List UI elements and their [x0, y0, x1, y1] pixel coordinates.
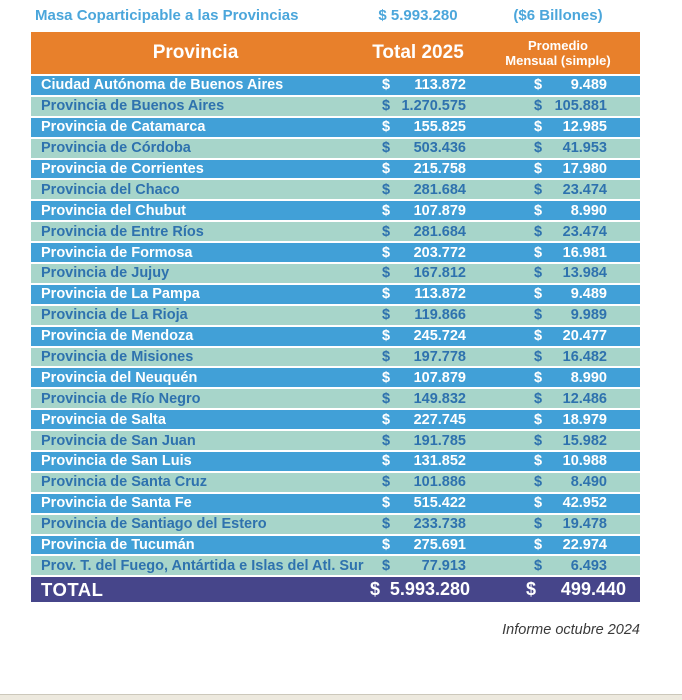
table-row — [31, 554, 640, 575]
province-name: Provincia de Buenos Aires — [41, 98, 225, 115]
province-name: Provincia de Tucumán — [41, 537, 195, 554]
row-monthly-cell — [476, 433, 640, 449]
page-edge-strip — [0, 694, 682, 700]
currency-symbol: $ — [534, 557, 543, 574]
row-monthly-cell — [476, 474, 640, 490]
currency-symbol: $ — [534, 119, 543, 136]
province-name: Provincia de Corrientes — [41, 161, 204, 177]
row-total-cell — [360, 98, 476, 114]
row-total-cell — [360, 140, 476, 156]
currency-symbol: $ — [526, 579, 537, 600]
row-total-value: 107.879 — [413, 202, 466, 219]
row-monthly-cell — [476, 495, 640, 511]
row-monthly-value: 12.985 — [562, 119, 607, 136]
currency-symbol: $ — [382, 495, 391, 512]
currency-symbol: $ — [534, 349, 543, 366]
currency-symbol: $ — [534, 474, 543, 491]
currency-symbol: $ — [534, 390, 543, 407]
province-name: Provincia de San Juan — [41, 432, 196, 449]
currency-symbol: $ — [534, 181, 543, 198]
row-total-value: 119.866 — [414, 307, 466, 324]
currency-symbol: $ — [534, 223, 543, 240]
row-total-cell — [360, 537, 476, 553]
total-2025-value: 5.993.280 — [389, 579, 470, 600]
row-monthly-cell — [476, 537, 640, 553]
table-row — [31, 241, 640, 262]
currency-symbol: $ — [382, 537, 391, 554]
province-name: Provincia de Santa Fe — [41, 495, 192, 512]
row-monthly-cell — [476, 391, 640, 407]
currency-symbol: $ — [382, 223, 391, 240]
row-monthly-cell — [476, 286, 640, 302]
total-monthly-value: 499.440 — [560, 579, 626, 600]
column-header-promedio-line1: Promedio — [528, 37, 588, 53]
row-monthly-value: 8.990 — [570, 202, 607, 219]
currency-symbol: $ — [534, 202, 543, 219]
row-total-cell — [360, 77, 476, 93]
row-total-cell — [360, 245, 476, 261]
row-monthly-value: 9.489 — [570, 286, 607, 303]
province-name: Provincia del Chubut — [41, 202, 187, 219]
row-monthly-value: 42.952 — [562, 495, 607, 512]
row-monthly-value: 16.482 — [562, 349, 607, 366]
row-total-value: 197.778 — [413, 349, 466, 366]
table-row — [31, 366, 640, 387]
table-row — [31, 178, 640, 199]
row-monthly-value: 8.990 — [570, 369, 607, 386]
row-total-cell — [360, 349, 476, 365]
row-monthly-cell — [476, 370, 640, 386]
summary-row — [31, 4, 640, 26]
row-total-value: 155.825 — [413, 119, 466, 136]
currency-symbol: $ — [534, 328, 543, 345]
row-total-cell — [360, 119, 476, 135]
currency-symbol: $ — [534, 161, 543, 177]
row-monthly-cell — [476, 77, 640, 93]
currency-symbol: $ — [382, 411, 391, 428]
row-total-value: 77.913 — [421, 557, 466, 574]
row-monthly-value: 6.493 — [570, 557, 607, 574]
column-header-promedio-mensual — [476, 38, 640, 69]
table-body — [31, 74, 640, 575]
row-monthly-value: 15.982 — [562, 432, 607, 449]
currency-symbol: $ — [534, 453, 543, 470]
row-total-value: 215.758 — [413, 161, 466, 177]
summary-title: Masa Coparticipable a las Provincias — [35, 6, 299, 24]
row-total-value: 227.745 — [413, 411, 466, 428]
currency-symbol: $ — [382, 369, 391, 386]
row-total-cell — [360, 412, 476, 428]
table-row — [31, 95, 640, 116]
row-total-value: 113.872 — [414, 77, 466, 94]
province-name: Provincia de Córdoba — [41, 140, 191, 157]
row-total-value: 191.785 — [413, 432, 466, 449]
row-monthly-cell — [476, 224, 640, 240]
province-name: Provincia de Santiago del Estero — [41, 516, 267, 533]
table-row — [31, 471, 640, 492]
currency-symbol: $ — [382, 557, 391, 574]
column-header-provincia: Provincia — [152, 42, 239, 63]
row-total-cell — [360, 286, 476, 302]
row-monthly-value: 19.478 — [562, 516, 607, 533]
row-total-cell — [360, 370, 476, 386]
row-total-value: 113.872 — [414, 286, 466, 303]
row-monthly-cell — [476, 182, 640, 198]
total-2025-cell — [360, 579, 476, 600]
row-total-cell — [360, 265, 476, 281]
currency-symbol: $ — [382, 474, 391, 491]
row-monthly-value: 9.489 — [570, 77, 607, 94]
province-name: Provincia de Formosa — [41, 244, 193, 261]
row-monthly-value: 17.980 — [562, 161, 607, 177]
currency-symbol: $ — [382, 202, 391, 219]
province-name: Provincia de La Rioja — [41, 307, 188, 324]
table-row — [31, 513, 640, 534]
currency-symbol: $ — [382, 349, 391, 366]
currency-symbol: $ — [382, 140, 391, 157]
currency-symbol: $ — [534, 495, 543, 512]
province-name: Provincia de Jujuy — [41, 265, 170, 282]
row-monthly-value: 13.984 — [562, 265, 607, 282]
table-row — [31, 199, 640, 220]
currency-symbol: $ — [370, 579, 381, 600]
province-name: Provincia de San Luis — [41, 453, 192, 470]
table-row — [31, 74, 640, 95]
summary-note: ($6 Billones) — [513, 6, 603, 24]
currency-symbol: $ — [382, 244, 391, 261]
row-total-value: 503.436 — [413, 140, 466, 157]
province-name: Provincia de Mendoza — [41, 328, 194, 345]
currency-symbol: $ — [534, 516, 543, 533]
currency-symbol: $ — [382, 516, 391, 533]
currency-symbol: $ — [382, 453, 391, 470]
currency-symbol: $ — [534, 98, 543, 115]
table-row — [31, 450, 640, 471]
row-total-cell — [360, 558, 476, 574]
row-total-value: 131.852 — [413, 453, 466, 470]
row-total-value: 1.270.575 — [401, 98, 466, 115]
table-row — [31, 346, 640, 367]
row-monthly-cell — [476, 161, 640, 177]
row-total-value: 233.738 — [413, 516, 466, 533]
currency-symbol: $ — [382, 328, 391, 345]
currency-symbol: $ — [382, 77, 391, 94]
province-name: Provincia del Chaco — [41, 181, 180, 198]
table-row — [31, 387, 640, 408]
currency-symbol: $ — [534, 411, 543, 428]
row-total-cell — [360, 307, 476, 323]
row-monthly-value: 23.474 — [562, 181, 607, 198]
province-name: Prov. T. del Fuego, Antártida e Islas del Atl. Sur — [41, 557, 364, 574]
row-total-cell — [360, 433, 476, 449]
row-monthly-value: 12.486 — [562, 390, 607, 407]
row-monthly-cell — [476, 203, 640, 219]
row-total-cell — [360, 161, 476, 177]
province-name: Provincia del Neuquén — [41, 369, 198, 386]
row-monthly-cell — [476, 516, 640, 532]
row-monthly-value: 20.477 — [562, 328, 607, 345]
province-name: Provincia de La Pampa — [41, 286, 200, 303]
row-monthly-value: 22.974 — [562, 537, 607, 554]
row-total-cell — [360, 474, 476, 490]
province-name: Provincia de Entre Ríos — [41, 223, 204, 240]
row-total-value: 515.422 — [413, 495, 466, 512]
currency-symbol: $ — [534, 77, 543, 94]
table-row — [31, 158, 640, 179]
row-monthly-value: 16.981 — [562, 244, 607, 261]
row-total-value: 203.772 — [413, 244, 466, 261]
row-total-cell — [360, 495, 476, 511]
row-total-cell — [360, 516, 476, 532]
row-monthly-value: 9.989 — [570, 307, 607, 324]
row-monthly-cell — [476, 412, 640, 428]
column-header-total-2025: Total 2025 — [372, 42, 464, 63]
row-monthly-cell — [476, 307, 640, 323]
row-total-value: 275.691 — [413, 537, 466, 554]
row-total-value: 149.832 — [413, 390, 466, 407]
row-total-cell — [360, 453, 476, 469]
row-monthly-cell — [476, 245, 640, 261]
table-header — [31, 32, 640, 74]
currency-symbol: $ — [534, 140, 543, 157]
total-row — [31, 575, 640, 602]
currency-symbol: $ — [534, 244, 543, 261]
total-label: TOTAL — [41, 578, 104, 600]
province-name: Ciudad Autónoma de Buenos Aires — [41, 77, 284, 94]
row-total-cell — [360, 328, 476, 344]
coparticipation-table — [31, 32, 640, 602]
row-monthly-cell — [476, 98, 640, 114]
row-total-cell — [360, 224, 476, 240]
row-monthly-value: 18.979 — [562, 411, 607, 428]
table-row — [31, 137, 640, 158]
row-monthly-cell — [476, 140, 640, 156]
total-monthly-cell — [476, 579, 640, 600]
currency-symbol: $ — [382, 265, 391, 282]
currency-symbol: $ — [382, 181, 391, 198]
footer-note: Informe octubre 2024 — [502, 622, 640, 639]
currency-symbol: $ — [534, 537, 543, 554]
currency-symbol: $ — [382, 161, 391, 177]
table-row — [31, 220, 640, 241]
summary-total: $ 5.993.280 — [378, 6, 458, 24]
currency-symbol: $ — [534, 369, 543, 386]
currency-symbol: $ — [382, 432, 391, 449]
row-monthly-cell — [476, 349, 640, 365]
row-monthly-value: 8.490 — [570, 474, 607, 491]
currency-symbol: $ — [382, 119, 391, 136]
row-total-value: 167.812 — [413, 265, 466, 282]
table-row — [31, 408, 640, 429]
row-total-cell — [360, 182, 476, 198]
currency-symbol: $ — [382, 390, 391, 407]
table-row — [31, 534, 640, 555]
currency-symbol: $ — [534, 286, 543, 303]
row-total-cell — [360, 203, 476, 219]
province-name: Provincia de Santa Cruz — [41, 474, 207, 491]
row-total-value: 281.684 — [413, 223, 466, 240]
province-name: Provincia de Misiones — [41, 349, 194, 366]
province-name: Provincia de Río Negro — [41, 390, 201, 407]
currency-symbol: $ — [534, 307, 543, 324]
currency-symbol: $ — [382, 286, 391, 303]
row-monthly-cell — [476, 265, 640, 281]
row-total-cell — [360, 391, 476, 407]
row-monthly-value: 10.988 — [562, 453, 607, 470]
province-name: Provincia de Catamarca — [41, 119, 206, 136]
column-header-promedio-line2: Mensual (simple) — [505, 53, 611, 68]
currency-symbol: $ — [534, 265, 543, 282]
table-row — [31, 429, 640, 450]
table-row — [31, 262, 640, 283]
row-total-value: 101.886 — [413, 474, 466, 491]
table-row — [31, 116, 640, 137]
row-monthly-cell — [476, 328, 640, 344]
row-monthly-cell — [476, 119, 640, 135]
table-row — [31, 492, 640, 513]
row-monthly-value: 105.881 — [554, 98, 607, 115]
row-total-value: 281.684 — [413, 181, 466, 198]
province-name: Provincia de Salta — [41, 411, 166, 428]
table-row — [31, 304, 640, 325]
currency-symbol: $ — [382, 98, 391, 115]
row-total-value: 245.724 — [413, 328, 466, 345]
currency-symbol: $ — [382, 307, 391, 324]
table-row — [31, 325, 640, 346]
row-monthly-value: 41.953 — [562, 140, 607, 157]
row-monthly-cell — [476, 558, 640, 574]
row-total-value: 107.879 — [413, 369, 466, 386]
row-monthly-cell — [476, 453, 640, 469]
currency-symbol: $ — [534, 432, 543, 449]
table-row — [31, 283, 640, 304]
row-monthly-value: 23.474 — [562, 223, 607, 240]
